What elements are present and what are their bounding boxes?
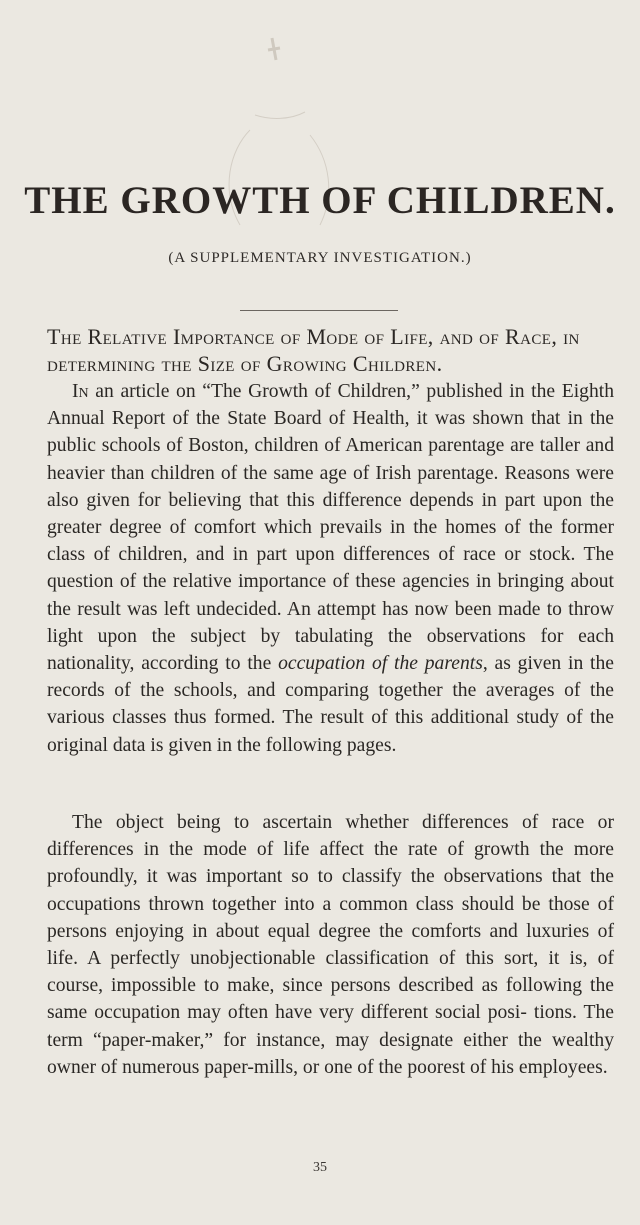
- page-title: THE GROWTH OF CHILDREN.: [24, 179, 616, 222]
- paragraph-1-italic: occupation of the parents: [278, 653, 483, 675]
- paragraph-1: [47, 378, 614, 759]
- paragraph-1-text-a: an article on “The Growth of Children,” published in the Eighth Annual Report of the State Board of Health, it was shown that in the public schools of Boston, children of American parentage are taller and heavier than children of the same age of Irish parentage. Reasons were also given for believing that this difference depends in part upon the greater degree of comfort which prevails in the homes of the former class of children, and in part upon differences of race or stock. The question of the relative importance of these agencies in bringing about the result was left undecided. An attempt has now been made to throw light upon the subject by tabulating the observations for each nationality, according to the: [47, 381, 614, 675]
- page-number: 35: [313, 1160, 327, 1175]
- section-divider: [240, 310, 398, 311]
- paragraph-2-text: The object being to ascertain whether differences of race or differences in the mode of life affect the rate of growth the more profoundly, it was important so to classify the observations that the occupations thrown together into a common class should be those of persons enjoying in about equal degree the comforts and luxuries of life. A perfectly unobjectionable classification of this sort, it is, of course, impossible to make, since persons described as following the same occupation may often have very different social posi- tions. The term “paper-maker,” for instance, may designate either the wealthy owner of numerous paper-mills, or one of the poorest of his employees.: [47, 812, 614, 1078]
- section-heading: The Relative Importance of Mode of Life, and of Race, in determining the Size of Growing Children.: [47, 324, 580, 376]
- page-subtitle: (A SUPPLEMENTARY INVESTIGATION.): [168, 250, 472, 266]
- paragraph-2: [47, 809, 614, 1081]
- paragraph-1-text-b: , as given in the records of the schools, and comparing together the averages of the various classes thus formed. The result of this additional study of the original data is given in the following pages.: [47, 653, 614, 756]
- paragraph-lead-word: In: [72, 381, 89, 402]
